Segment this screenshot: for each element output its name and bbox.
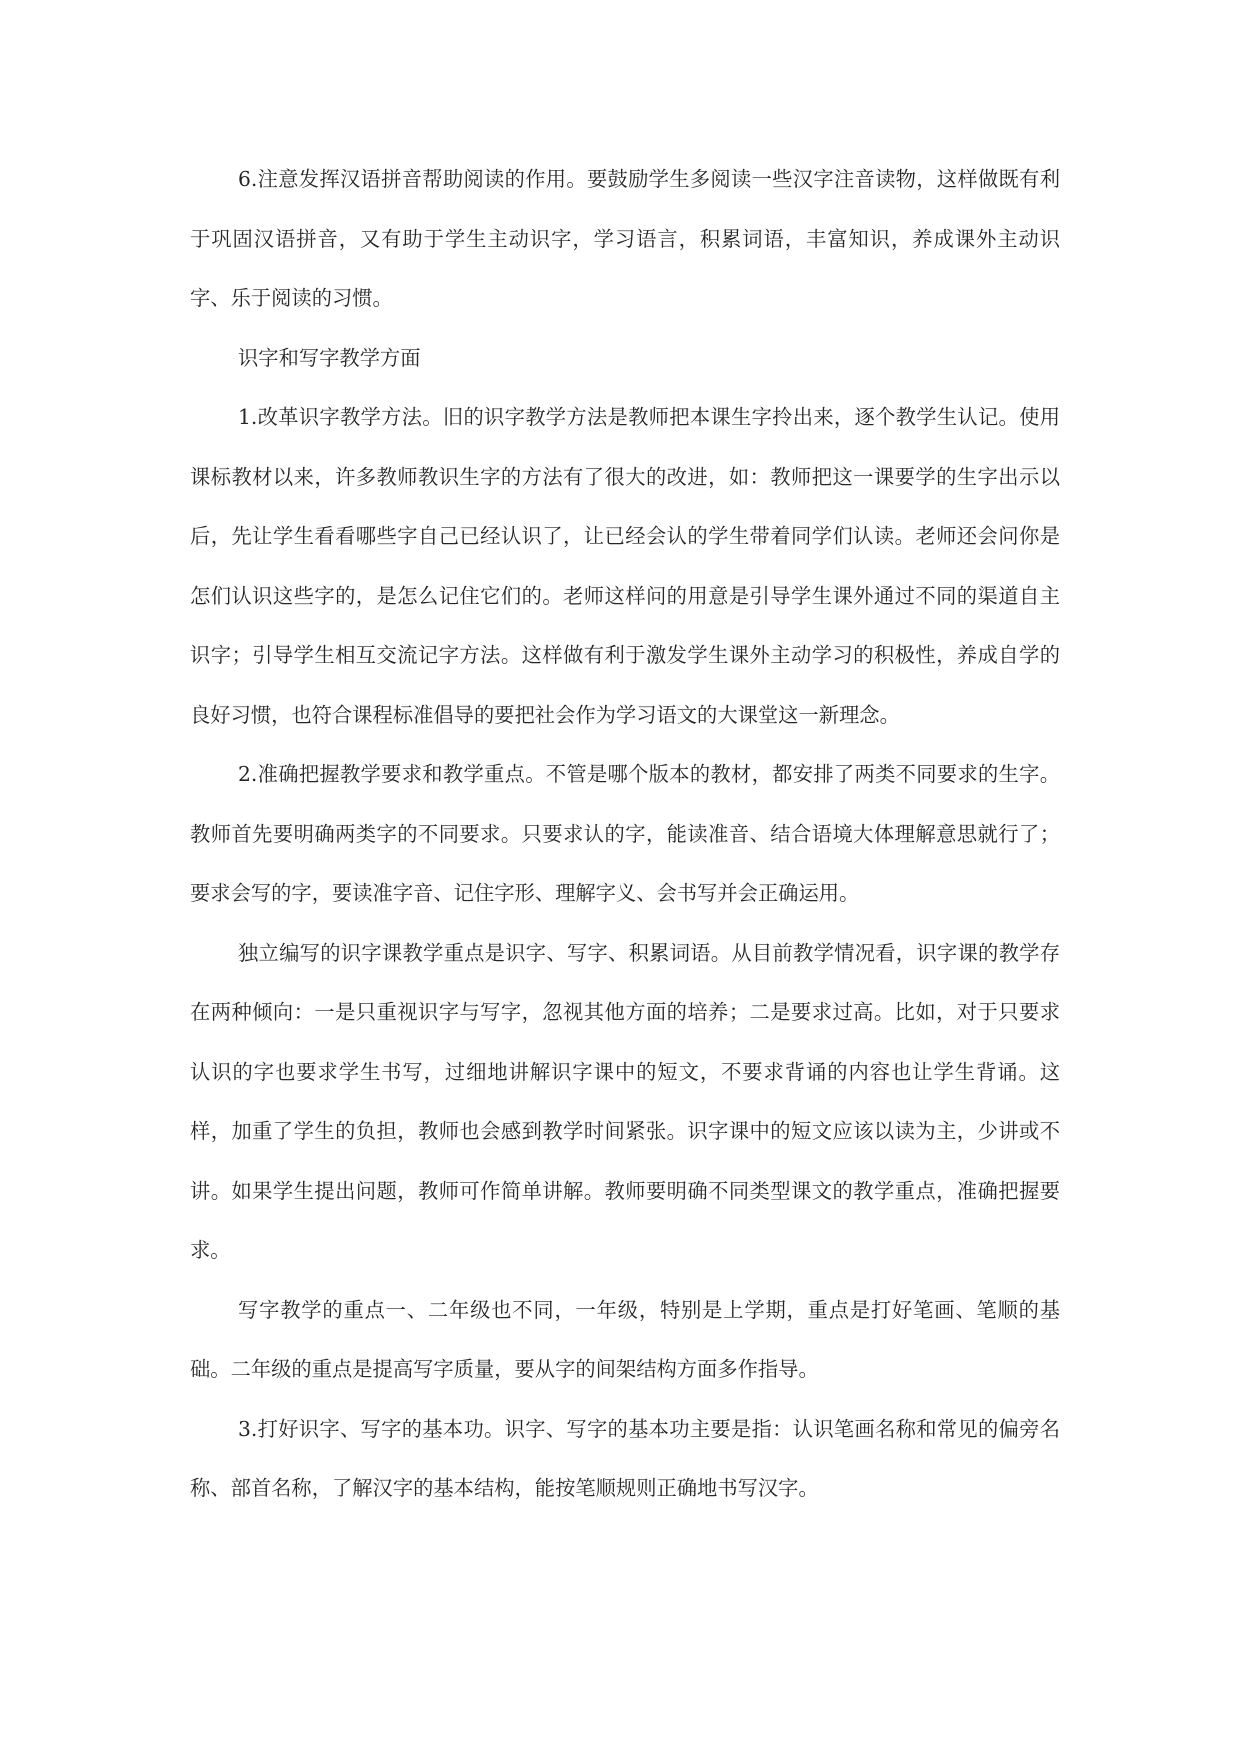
paragraph-literacy-lesson-focus: 独立编写的识字课教学重点是识字、写字、积累词语。从目前教学情况看，识字课的教学存在两种倾向：一是只重视识字与写字，忽视其他方面的培养；二是要求过高。比如，对于只要求认识的字也要求学生书写，过细地讲解识字课中的短文，不要求背诵的内容也让学生背诵。这样，加重了学生的负担，教师也会感到教学时间紧张。识字课中的短文应该以读为主，少讲或不讲。如果学生提出问题，教师可作简单讲解。教师要明确不同类型课文的教学重点，准确把握要求。 (190, 940, 1060, 1262)
document-page (190, 150, 1060, 1519)
paragraph-basic-skills: 3.打好识字、写字的基本功。识字、写字的基本功主要是指：认识笔画名称和常见的偏旁名称、部首名称，了解汉字的基本结构，能按笔顺规则正确地书写汉字。 (190, 1416, 1060, 1500)
section-heading-literacy-writing: 识字和写字教学方面 (238, 345, 421, 370)
paragraph-pinyin-reading: 6.注意发挥汉语拼音帮助阅读的作用。要鼓励学生多阅读一些汉字注音读物，这样做既有利于巩固汉语拼音，又有助于学生主动识字，学习语言，积累词语，丰富知识，养成课外主动识字、乐于阅读的习惯。 (190, 167, 1060, 310)
paragraph-writing-focus: 写字教学的重点一、二年级也不同，一年级，特别是上学期，重点是打好笔画、笔顺的基础。二年级的重点是提高写字质量，要从字的间架结构方面多作指导。 (190, 1297, 1060, 1381)
paragraph-reform-method: 1.改革识字教学方法。旧的识字教学方法是教师把本课生字拎出来，逐个教学生认记。使用课标教材以来，许多教师教识生字的方法有了很大的改进，如：教师把这一课要学的生字出示以后，先让学生看看哪些字自己已经认识了，让已经会认的学生带着同学们认读。老师还会问你是怎们认识这些字的，是怎么记住它们的。老师这样问的用意是引导学生课外通过不同的渠道自主识字；引导学生相互交流记字方法。这样做有利于激发学生课外主动学习的积极性，养成自学的良好习惯，也符合课程标准倡导的要把社会作为学习语文的大课堂这一新理念。 (190, 405, 1060, 727)
paragraph-requirements: 2.准确把握教学要求和教学重点。不管是哪个版本的教材，都安排了两类不同要求的生字。教师首先要明确两类字的不同要求。只要求认的字，能读准音、结合语境大体理解意思就行了；要求会写的字，要读准字音、记住字形、理解字义、会书写并会正确运用。 (190, 762, 1060, 905)
